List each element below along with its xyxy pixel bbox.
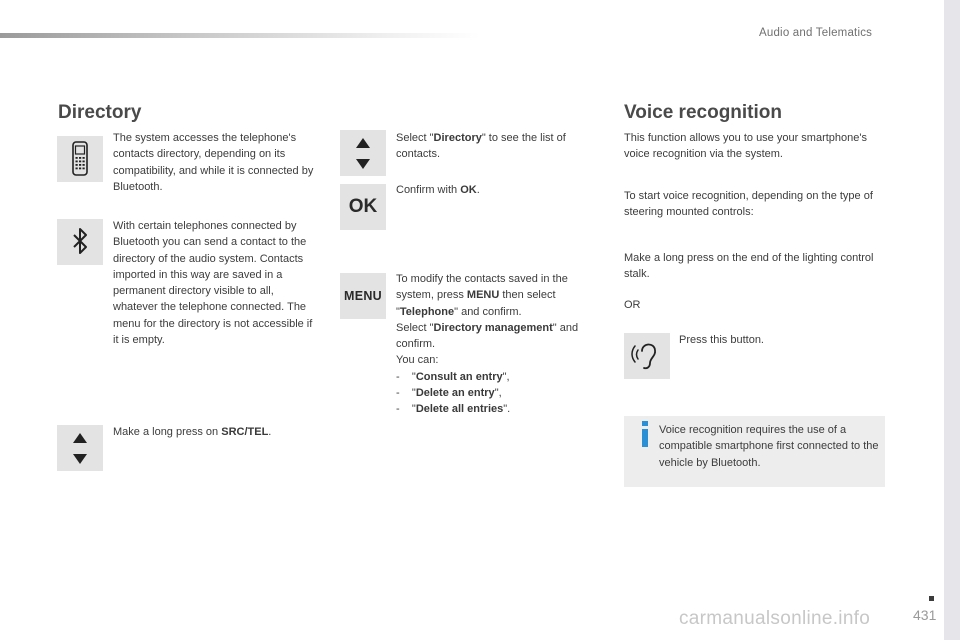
directory-heading: Directory [58,102,142,123]
header-gradient-bar [0,33,480,38]
list-item: - "Delete an entry", [396,387,502,400]
list-item: - "Consult an entry", [396,370,510,383]
watermark: carmanualsonline.info [679,608,871,629]
directory-import-text: With certain telephones connected by Bluetooth you can send a contact to the directory of the audio system. Contacts imported in this way are saved in a permanent directory visible to all, whatever the telephone connected. The menu for the directory is not accessible if it is empty. [113,220,313,347]
ok-icon [340,184,386,230]
src-tel-instruction: Make a long press on SRC/TEL. [113,426,272,438]
voice-command-icon [624,333,670,379]
confirm-ok-text: Confirm with OK. [396,184,480,196]
page-edge-strip [944,0,960,640]
voice-start-text: To start voice recognition, depending on the type of steering mounted controls: [624,190,873,219]
info-icon [639,421,651,447]
voice-intro-text: This function allows you to use your smartphone's voice recognition via the system. [624,132,867,161]
section-title: Audio and Telematics [759,27,873,39]
directory-intro-text: The system accesses the telephone's contacts directory, depending on its compatibility, and while it is connected by Bluetooth. [113,132,314,193]
bluetooth-icon [57,219,103,265]
page-number: 431 [913,607,937,623]
lighting-stalk-text: Make a long press on the end of the lighting control stalk. [624,252,874,281]
page-marker [929,596,934,601]
press-button-text: Press this button. [679,334,764,346]
ok-icon-label: OK [348,196,378,217]
list-item: - "Delete all entries". [396,403,511,416]
voice-recognition-heading: Voice recognition [624,102,783,123]
up-down-arrows-icon [57,425,103,471]
or-text: OR [624,299,641,311]
modify-contacts-text: To modify the contacts saved in the system, press MENU then select "Telephone" and confirm. Select "Directory management" and confirm. You can: - "Consult an entry", - "Delete an entry", - "Delete all entries". [396,273,579,416]
menu-icon [340,273,386,319]
menu-icon-label: MENU [343,289,382,303]
select-directory-text: Select "Directory" to see the list of contacts. [396,132,566,161]
up-down-arrows-icon [340,130,386,176]
info-note-text: Voice recognition requires the use of a compatible smartphone first connected to the vehicle by Bluetooth. [659,424,879,469]
phone-icon [57,136,103,182]
